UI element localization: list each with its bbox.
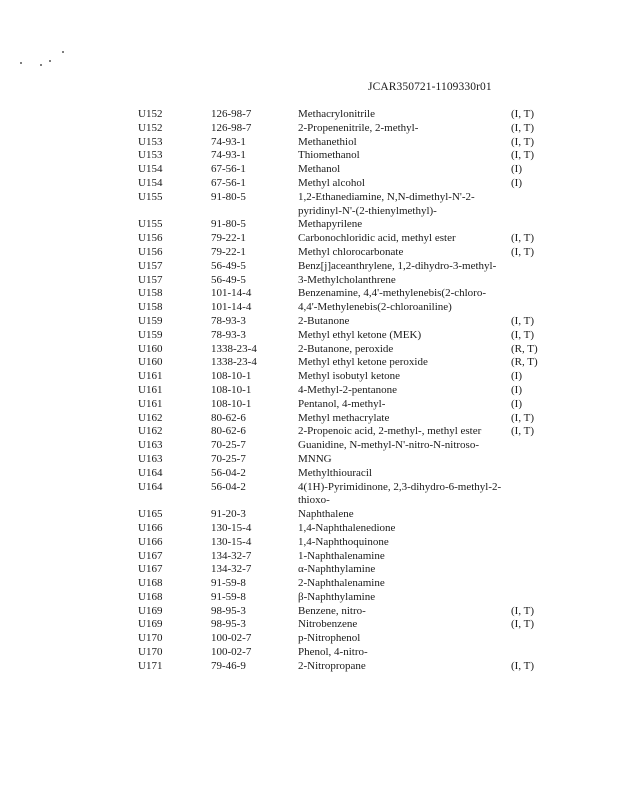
hazard-code: (I, T) — [511, 314, 535, 327]
table-row — [138, 315, 548, 329]
chemical-name: 2-Nitropropane — [298, 659, 366, 672]
chemical-name: Methyl methacrylate — [298, 411, 390, 424]
chemical-name: β-Naphthylamine — [298, 590, 376, 603]
table-row — [138, 274, 548, 288]
hazard-code: (I, T) — [511, 135, 535, 148]
chemical-name: Methyl ethyl ketone (MEK) — [298, 328, 422, 341]
waste-code: U167 — [138, 549, 163, 562]
table-row — [138, 550, 548, 564]
cas-number: 130-15-4 — [211, 521, 252, 534]
cas-number: 91-59-8 — [211, 577, 246, 590]
hazard-code: (I, T) — [511, 108, 535, 120]
cas-number: 126-98-7 — [211, 121, 252, 134]
waste-code: U154 — [138, 163, 163, 176]
hazard-code: (I, T) — [511, 659, 535, 672]
waste-code: U152 — [138, 121, 163, 134]
chemical-name: Nitrobenzene — [298, 618, 358, 631]
cas-number: 67-56-1 — [211, 163, 246, 176]
hazard-code: (I, T) — [511, 149, 535, 162]
table-row — [138, 177, 548, 191]
chemical-name: Benzenamine, 4,4'-methylenebis(2-chloro- — [298, 287, 486, 300]
waste-code: U166 — [138, 521, 163, 534]
cas-number: 1338-23-4 — [211, 356, 257, 369]
table-row — [138, 232, 548, 246]
waste-code: U161 — [138, 383, 163, 396]
table-row — [138, 108, 548, 122]
waste-code: U166 — [138, 535, 163, 548]
waste-code: U169 — [138, 618, 163, 631]
hazard-code: (I) — [511, 370, 522, 383]
chemical-name: MNNG — [298, 452, 332, 465]
table-row — [138, 453, 548, 467]
waste-code: U163 — [138, 452, 163, 465]
cas-number: 1338-23-4 — [211, 342, 257, 355]
waste-code: U152 — [138, 108, 163, 120]
chemical-name: 4-Methyl-2-pentanone — [298, 383, 397, 396]
waste-code: U163 — [138, 439, 163, 452]
waste-code: U164 — [138, 480, 163, 493]
cas-number: 79-22-1 — [211, 232, 246, 245]
waste-code: U158 — [138, 301, 163, 314]
cas-number: 134-32-7 — [211, 563, 252, 576]
cas-number: 101-14-4 — [211, 287, 252, 300]
chemical-name: 2-Propenoic acid, 2-methyl-, methyl ester — [298, 425, 482, 438]
hazard-code: (I) — [511, 163, 522, 176]
table-row — [138, 356, 548, 370]
cas-number: 91-20-3 — [211, 508, 246, 521]
table-row — [138, 425, 548, 439]
table-row — [138, 467, 548, 481]
hazard-code: (I, T) — [511, 232, 535, 245]
cas-number: 91-59-8 — [211, 590, 246, 603]
table-row — [138, 260, 548, 274]
table-row — [138, 481, 548, 509]
scan-specks — [20, 50, 80, 70]
hazard-code: (I) — [511, 397, 522, 410]
chemical-name: 2-Naphthalenamine — [298, 577, 385, 590]
cas-number: 134-32-7 — [211, 549, 252, 562]
document-id: JCAR350721-1109330r01 — [368, 81, 492, 93]
table-row — [138, 122, 548, 136]
cas-number: 70-25-7 — [211, 439, 246, 452]
table-row — [138, 508, 548, 522]
waste-code: U162 — [138, 425, 163, 438]
table-row — [138, 218, 548, 232]
waste-code: U154 — [138, 176, 163, 189]
chemical-name: Methyl ethyl ketone peroxide — [298, 356, 428, 369]
chemical-name: Benz[j]aceanthrylene, 1,2-dihydro-3-methyl- — [298, 259, 497, 272]
waste-code: U157 — [138, 259, 163, 272]
cas-number: 74-93-1 — [211, 135, 246, 148]
scan-speck — [49, 60, 51, 62]
cas-number: 56-04-2 — [211, 480, 246, 493]
cas-number: 108-10-1 — [211, 370, 252, 383]
table-row — [138, 149, 548, 163]
cas-number: 80-62-6 — [211, 425, 246, 438]
waste-code: U155 — [138, 218, 163, 231]
chemical-name: 1,4-Naphthoquinone — [298, 535, 389, 548]
chemical-name: Methacrylonitrile — [298, 108, 375, 120]
cas-number: 98-95-3 — [211, 604, 246, 617]
waste-code: U165 — [138, 508, 163, 521]
chemical-name: 2-Propenenitrile, 2-methyl- — [298, 121, 419, 134]
waste-code: U170 — [138, 646, 163, 659]
hazard-code: (R, T) — [511, 342, 538, 355]
table-row — [138, 522, 548, 536]
chemical-name: 4,4'-Methylenebis(2-chloroaniline) — [298, 301, 452, 314]
cas-number: 91-80-5 — [211, 218, 246, 231]
hazardous-waste-table — [138, 108, 548, 674]
cas-number: 79-46-9 — [211, 659, 246, 672]
cas-number: 98-95-3 — [211, 618, 246, 631]
table-row — [138, 398, 548, 412]
chemical-name: Thiomethanol — [298, 149, 360, 162]
chemical-name: Pentanol, 4-methyl- — [298, 397, 386, 410]
scan-speck — [40, 64, 42, 66]
cas-number: 56-04-2 — [211, 466, 246, 479]
hazard-code: (R, T) — [511, 356, 538, 369]
table-row — [138, 163, 548, 177]
waste-code: U156 — [138, 245, 163, 258]
table-row — [138, 191, 548, 219]
chemical-name: Naphthalene — [298, 508, 354, 521]
table-row — [138, 536, 548, 550]
hazard-code: (I, T) — [511, 328, 535, 341]
chemical-name: 3-Methylcholanthrene — [298, 273, 396, 286]
waste-code: U160 — [138, 342, 163, 355]
cas-number: 100-02-7 — [211, 632, 252, 645]
chemical-name: p-Nitrophenol — [298, 632, 361, 645]
hazard-code: (I) — [511, 383, 522, 396]
chemical-name: Guanidine, N-methyl-N'-nitro-N-nitroso- — [298, 439, 479, 452]
cas-number: 91-80-5 — [211, 190, 246, 203]
table-row — [138, 301, 548, 315]
chemical-name: 2-Butanone, peroxide — [298, 342, 394, 355]
waste-code: U171 — [138, 659, 163, 672]
waste-code: U160 — [138, 356, 163, 369]
table-row — [138, 439, 548, 453]
table-row — [138, 632, 548, 646]
table-row — [138, 329, 548, 343]
chemical-name: Methyl alcohol — [298, 176, 365, 189]
cas-number: 56-49-5 — [211, 259, 246, 272]
table-row — [138, 370, 548, 384]
hazard-code: (I, T) — [511, 121, 535, 134]
cas-number: 67-56-1 — [211, 176, 246, 189]
hazard-code: (I) — [511, 176, 522, 189]
waste-code: U164 — [138, 466, 163, 479]
chemical-name: Phenol, 4-nitro- — [298, 646, 368, 659]
waste-code: U157 — [138, 273, 163, 286]
scan-speck — [20, 62, 22, 64]
waste-code: U153 — [138, 149, 163, 162]
hazard-code: (I, T) — [511, 618, 535, 631]
waste-code: U156 — [138, 232, 163, 245]
cas-number: 56-49-5 — [211, 273, 246, 286]
waste-code: U168 — [138, 577, 163, 590]
scan-speck — [62, 51, 64, 53]
chemical-name: α-Naphthylamine — [298, 563, 376, 576]
waste-code: U168 — [138, 590, 163, 603]
chemical-name: Methyl chlorocarbonate — [298, 245, 404, 258]
chemical-name: Benzene, nitro- — [298, 604, 366, 617]
table-row — [138, 660, 548, 674]
table-row — [138, 605, 548, 619]
cas-number: 74-93-1 — [211, 149, 246, 162]
cas-number: 79-22-1 — [211, 245, 246, 258]
cas-number: 70-25-7 — [211, 452, 246, 465]
chemical-name: 2-Butanone — [298, 314, 350, 327]
chemical-name: 4(1H)-Pyrimidinone, 2,3-dihydro-6-methyl-2-thioxo- — [298, 480, 502, 507]
hazard-code: (I, T) — [511, 411, 535, 424]
chemical-name: Methapyrilene — [298, 218, 363, 231]
waste-code: U159 — [138, 328, 163, 341]
cas-number: 100-02-7 — [211, 646, 252, 659]
waste-code: U158 — [138, 287, 163, 300]
waste-code: U159 — [138, 314, 163, 327]
cas-number: 130-15-4 — [211, 535, 252, 548]
cas-number: 108-10-1 — [211, 383, 252, 396]
waste-code: U170 — [138, 632, 163, 645]
hazard-code: (I, T) — [511, 425, 535, 438]
chemical-name: 1,2-Ethanediamine, N,N-dimethyl-N'-2-pyridinyl-N'-(2-thienylmethyl)- — [298, 190, 475, 217]
cas-number: 126-98-7 — [211, 108, 252, 120]
waste-code: U169 — [138, 604, 163, 617]
table-row — [138, 136, 548, 150]
chemical-name: Methyl isobutyl ketone — [298, 370, 401, 383]
table-row — [138, 287, 548, 301]
table-row — [138, 591, 548, 605]
cas-number: 78-93-3 — [211, 314, 246, 327]
table-row — [138, 618, 548, 632]
waste-code: U161 — [138, 397, 163, 410]
table-row — [138, 646, 548, 660]
chemical-name: Methanol — [298, 163, 341, 176]
cas-number: 80-62-6 — [211, 411, 246, 424]
chemical-name: Carbonochloridic acid, methyl ester — [298, 232, 456, 245]
cas-number: 108-10-1 — [211, 397, 252, 410]
table-row — [138, 246, 548, 260]
table-row — [138, 412, 548, 426]
cas-number: 78-93-3 — [211, 328, 246, 341]
hazard-code: (I, T) — [511, 604, 535, 617]
chemical-name: Methylthiouracil — [298, 466, 372, 479]
chemical-name: Methanethiol — [298, 135, 357, 148]
table-row — [138, 343, 548, 357]
waste-code: U161 — [138, 370, 163, 383]
waste-code: U162 — [138, 411, 163, 424]
chemical-name: 1,4-Naphthalenedione — [298, 521, 396, 534]
waste-code: U153 — [138, 135, 163, 148]
waste-code: U167 — [138, 563, 163, 576]
waste-code: U155 — [138, 190, 163, 203]
hazard-code: (I, T) — [511, 245, 535, 258]
cas-number: 101-14-4 — [211, 301, 252, 314]
table-row — [138, 563, 548, 577]
chemical-name: 1-Naphthalenamine — [298, 549, 385, 562]
table-row — [138, 384, 548, 398]
table-row — [138, 577, 548, 591]
